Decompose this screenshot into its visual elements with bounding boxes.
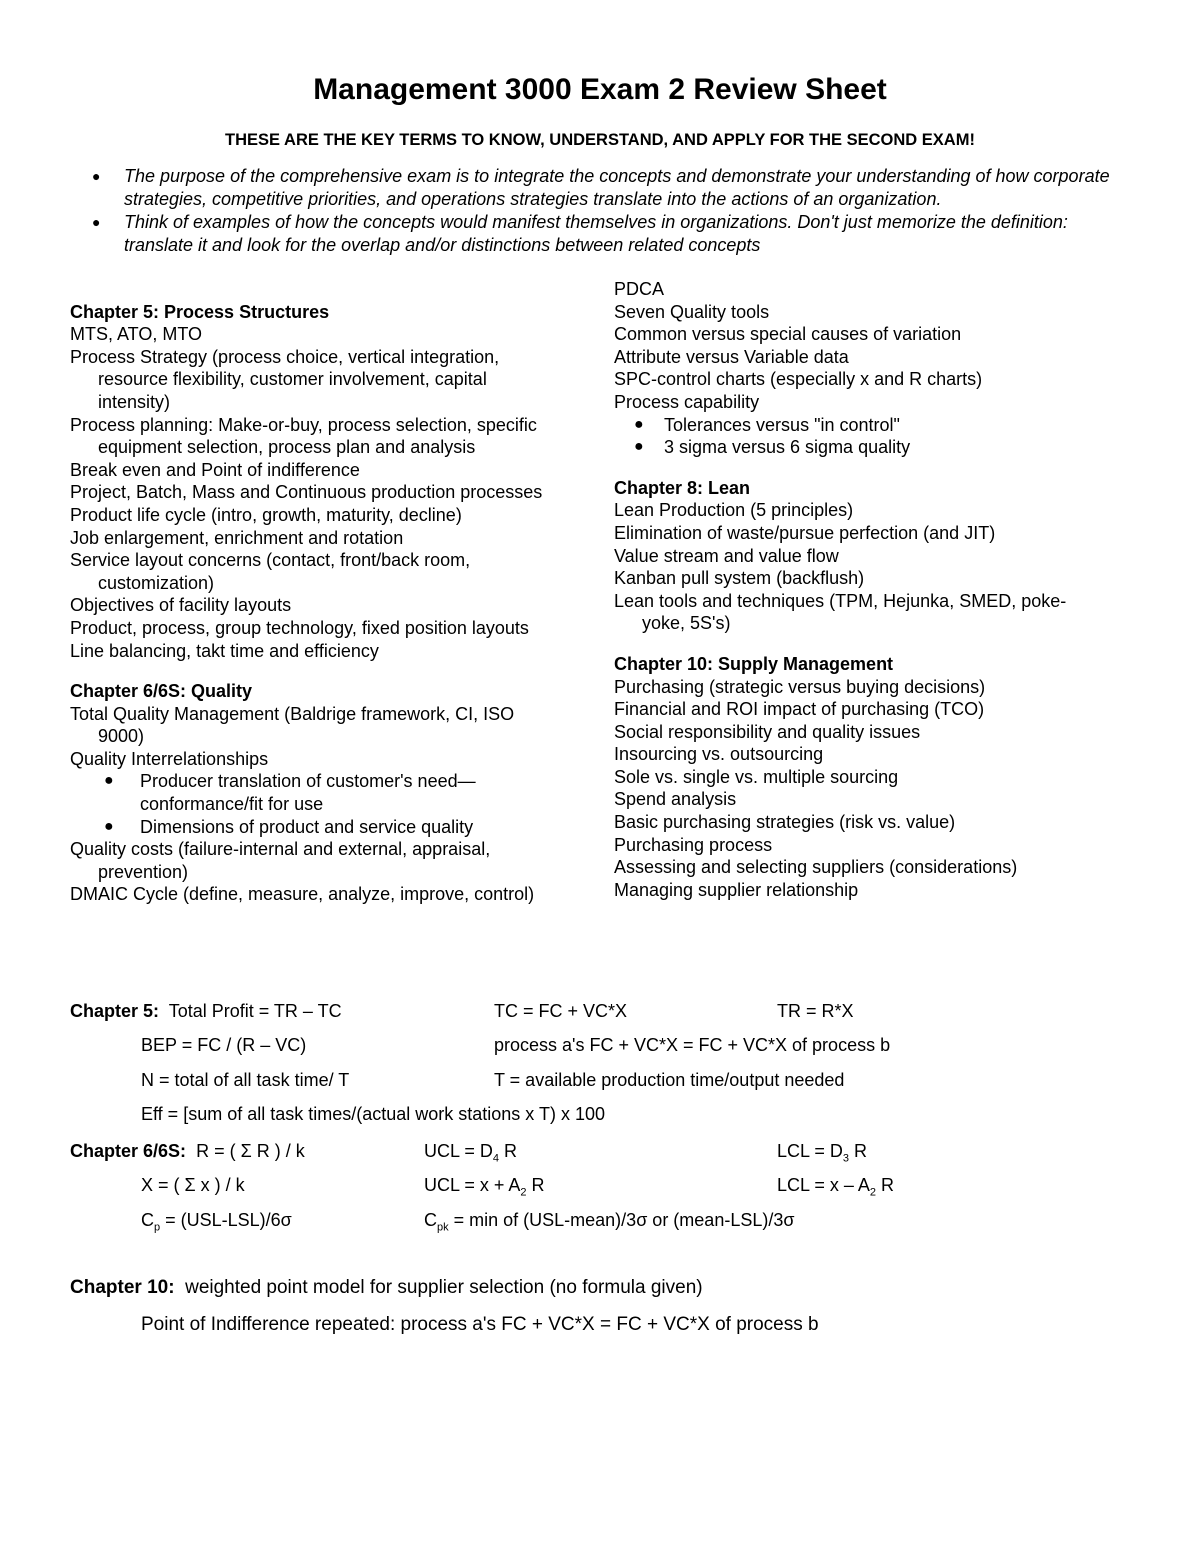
tc-formula: TC = FC + VC*X	[494, 1001, 628, 1021]
page-subtitle: THESE ARE THE KEY TERMS TO KNOW, UNDERSTAND, AND APPLY FOR THE SECOND EXAM!	[225, 131, 975, 149]
list-item: Kanban pull system (backflush)	[614, 568, 865, 589]
list-item: Sole vs. single vs. multiple sourcing	[614, 766, 899, 787]
list-item: 9000)	[98, 726, 145, 747]
weighted-point-model-text: weighted point model for supplier selection (no formula given)	[185, 1277, 703, 1298]
list-item: Managing supplier relationship	[614, 879, 859, 900]
chapter-10-heading: Chapter 10: Supply Management	[614, 653, 894, 674]
list-item: Basic purchasing strategies (risk vs. value)	[614, 812, 956, 833]
list-item: Lean tools and techniques (TPM, Hejunka, SMED, poke-	[614, 590, 1067, 611]
list-item: Financial and ROI impact of purchasing (TCO)	[614, 699, 985, 720]
list-item: Job enlargement, enrichment and rotation	[70, 527, 404, 548]
page-title: Management 3000 Exam 2 Review Sheet	[313, 73, 887, 106]
list-item: Quality Interrelationships	[70, 748, 269, 769]
total-profit-formula: Total Profit = TR – TC	[168, 1001, 342, 1021]
ucl-r-formula: UCL = $D_4$ R	[424, 1141, 517, 1165]
indifference-formula: process a's FC + VC*X = FC + VC*X of process b	[494, 1035, 891, 1055]
list-item: Purchasing (strategic versus buying decisions)	[614, 676, 986, 697]
n-formula: N = total of all task time/ T	[141, 1070, 350, 1090]
efficiency-formula: Eff = [sum of all task times/(actual work stations x T) x 100	[141, 1104, 606, 1124]
point-of-indifference-repeated: Point of Indifference repeated: process a's FC + VC*X = FC + VC*X of process b	[141, 1314, 819, 1335]
list-item: Seven Quality tools	[614, 301, 770, 322]
list-item: resource flexibility, customer involvement, capital	[98, 369, 487, 390]
list-item: Service layout concerns (contact, front/back room,	[70, 550, 471, 571]
list-item: Common versus special causes of variation	[614, 324, 962, 345]
list-item: customization)	[98, 572, 215, 593]
bullet-icon: ●	[104, 817, 114, 835]
list-item: DMAIC Cycle (define, measure, analyze, improve, control)	[70, 884, 535, 905]
lcl-r-formula: LCL = $D_3$ R	[777, 1141, 867, 1165]
cp-formula: $C_p = (USL-LSL)/6\sigma$	[141, 1210, 292, 1234]
xbar-formula: X = ( Σ x ) / k	[141, 1175, 245, 1195]
intro-bullet-list	[90, 165, 1130, 257]
bullet-icon: ●	[104, 772, 114, 790]
list-item: Product, process, group technology, fixed position layouts	[70, 617, 529, 638]
chapter-6-heading: Chapter 6/6S: Quality	[70, 681, 253, 702]
bullet-icon: ●	[92, 214, 101, 230]
list-item: Break even and Point of indifference	[70, 459, 360, 480]
list-item: Process Strategy (process choice, vertical integration,	[70, 346, 500, 367]
list-item: PDCA	[614, 279, 665, 299]
list-item: SPC-control charts (especially x and R charts)	[614, 369, 983, 390]
sub-bullet-item: ● Dimensions of product and service quality	[104, 816, 474, 837]
chapter-6-formula-label: Chapter 6/6S:	[70, 1141, 187, 1161]
formula-row	[70, 1139, 305, 1163]
list-item: Process capability	[614, 391, 760, 412]
chapter-8-heading: Chapter 8: Lean	[614, 477, 751, 498]
intro-bullet: ● Think of examples of how the concepts would manifest themselves in organizations. Don't just memorize the definition: translate it and look for the overlap and/or distinctions between related concepts	[92, 212, 1068, 255]
list-item: Social responsibility and quality issues	[614, 721, 921, 742]
chapter-10-formula-label: Chapter 10:	[70, 1277, 175, 1298]
ucl-x-formula: UCL = $x + A_2$ R	[424, 1175, 545, 1199]
list-item: equipment selection, process plan and analysis	[98, 437, 476, 458]
list-item: Purchasing process	[614, 834, 773, 855]
list-item: yoke, 5S's)	[642, 613, 731, 634]
list-item: Total Quality Management (Baldrige framework, CI, ISO	[70, 703, 515, 724]
cpk-formula: $C_{pk} = \min$ of (USL-mean)/3σ or (mean-LSL)/3σ	[424, 1210, 795, 1234]
list-item: Product life cycle (intro, growth, maturity, decline)	[70, 504, 462, 525]
intro-bullet: ● The purpose of the comprehensive exam is to integrate the concepts and demonstrate your understanding of how corporate strategies, competitive priorities, and operations strategies translate into the actions of an organization.	[92, 166, 1110, 209]
formula-row	[70, 999, 342, 1023]
sub-bullet-item: ● 3 sigma versus 6 sigma quality	[634, 437, 911, 458]
sub-bullet-item: ● Tolerances versus "in control"	[634, 414, 900, 435]
lcl-x-formula: LCL = x – $A_2$ R	[777, 1175, 895, 1199]
chapter-5-heading: Chapter 5: Process Structures	[70, 301, 330, 322]
list-item: MTS, ATO, MTO	[70, 324, 203, 345]
list-item: Elimination of waste/pursue perfection (and JIT)	[614, 522, 996, 543]
list-item: Attribute versus Variable data	[614, 346, 849, 367]
list-item: Value stream and value flow	[614, 545, 839, 566]
list-item: Insourcing vs. outsourcing	[614, 744, 824, 765]
list-item: Assessing and selecting suppliers (considerations)	[614, 857, 1018, 878]
tr-formula: TR = R*X	[777, 1001, 854, 1021]
bullet-icon: ●	[634, 415, 644, 433]
t-formula: T = available production time/output needed	[494, 1070, 845, 1090]
list-item: Lean Production (5 principles)	[614, 500, 854, 521]
bep-formula: BEP = FC / (R – VC)	[141, 1035, 307, 1055]
list-item: Objectives of facility layouts	[70, 595, 292, 616]
list-item: Line balancing, takt time and efficiency	[70, 640, 379, 661]
sub-bullet-item: ● Producer translation of customer's need—	[104, 771, 476, 792]
list-item: prevention)	[98, 861, 189, 882]
left-column	[70, 278, 600, 906]
bullet-icon: ●	[92, 168, 101, 184]
list-item: Process planning: Make-or-buy, process selection, specific	[70, 414, 537, 435]
list-item: intensity)	[98, 391, 171, 412]
list-item: Quality costs (failure-internal and external, appraisal,	[70, 839, 491, 860]
right-column	[614, 278, 1134, 901]
list-item: Project, Batch, Mass and Continuous production processes	[70, 482, 543, 503]
list-item: Spend analysis	[614, 789, 737, 810]
formula-row	[70, 1276, 703, 1300]
chapter-5-formula-label: Chapter 5:	[70, 1001, 160, 1021]
rbar-formula: R = ( Σ R ) / k	[196, 1141, 305, 1161]
list-item: conformance/fit for use	[140, 794, 324, 815]
bullet-icon: ●	[634, 438, 644, 456]
